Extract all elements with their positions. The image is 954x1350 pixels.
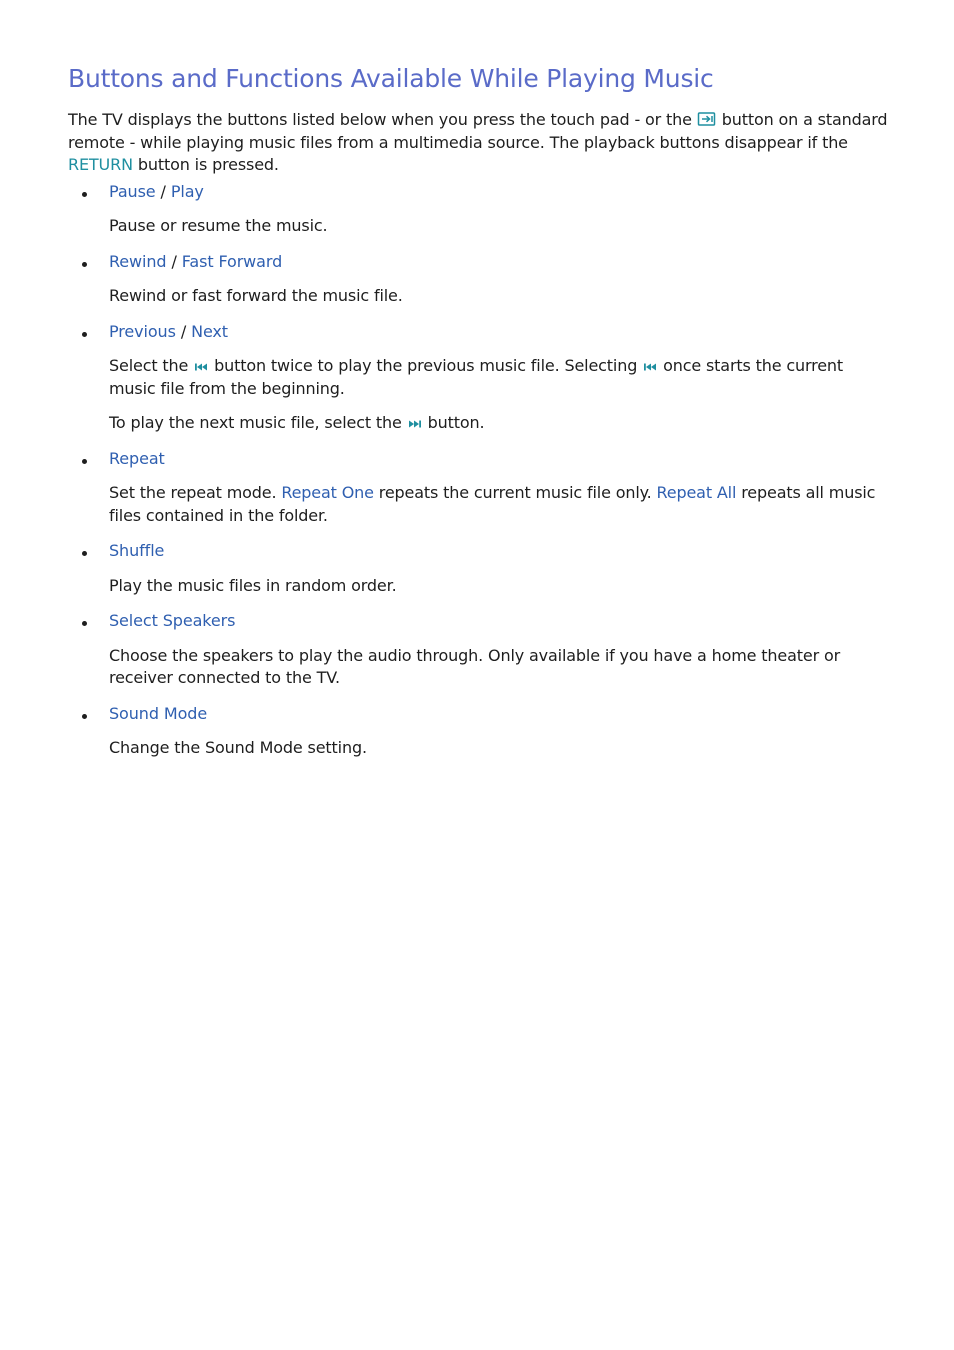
item-description: Pause or resume the music. [109, 216, 328, 235]
return-keyword: RETURN [68, 155, 133, 174]
bullet [82, 551, 87, 556]
item-description: Play the music files in random order. [109, 575, 397, 595]
desc-text: once starts the current music file from the beginning. [109, 356, 844, 398]
item-title [109, 181, 890, 204]
item-description [109, 482, 890, 527]
desc-text: button. [422, 413, 485, 432]
item-title: Repeat [109, 448, 165, 468]
desc-text: To play the next music file, select the [109, 413, 407, 432]
intro-text-1: The TV displays the buttons listed below when you press the touch pad - or the [68, 110, 697, 129]
item-description: Change the Sound Mode setting. [109, 738, 367, 757]
item-title: Sound Mode [109, 703, 208, 723]
item-description: Choose the speakers to play the audio through. Only available if you have a home theater or receiver connected to the TV. [109, 645, 841, 687]
desc-text: repeats all music files contained in the folder. [109, 483, 876, 525]
intro-text-3: button is pressed. [132, 155, 279, 174]
item-title [109, 251, 890, 274]
page-content [68, 62, 890, 773]
previous-label: Previous [109, 321, 176, 341]
rewind-label: Rewind [109, 251, 167, 271]
item-description: Rewind or fast forward the music file. [109, 286, 403, 305]
bullet [82, 714, 87, 719]
title-separator: / [175, 321, 192, 341]
fast-forward-label: Fast Forward [181, 251, 283, 271]
skip-next-icon [407, 418, 423, 430]
list-item-repeat [68, 448, 890, 528]
bullet [82, 262, 87, 267]
skip-previous-icon [642, 361, 658, 373]
list-item-previous-next [68, 321, 890, 435]
list-item-select-speakers [68, 610, 890, 690]
item-description [109, 412, 890, 435]
button-list [68, 181, 890, 760]
intro-paragraph [68, 109, 890, 177]
bullet [82, 332, 87, 337]
pause-label: Pause [109, 181, 156, 201]
bullet [82, 459, 87, 464]
desc-text: Set the repeat mode. [109, 483, 282, 502]
bullet [82, 192, 87, 197]
list-item-pause-play [68, 181, 890, 238]
item-title [109, 321, 890, 344]
desc-text: Select the [109, 356, 194, 375]
skip-previous-icon [193, 361, 209, 373]
title-separator: / [166, 251, 182, 271]
desc-text: button twice to play the previous music file. Selecting [209, 356, 643, 375]
intro-text-2: button on a standard remote - while playing music files from a multimedia source. The playback buttons disappear if the [68, 110, 888, 152]
item-title: Select Speakers [109, 611, 236, 630]
list-item-rewind-ff [68, 251, 890, 308]
item-description [109, 355, 890, 400]
play-label: Play [170, 181, 204, 201]
repeat-one-keyword: Repeat One [281, 483, 374, 502]
bullet [82, 621, 87, 626]
next-label: Next [191, 321, 228, 341]
page-title: Buttons and Functions Available While Playing Music [68, 64, 714, 93]
list-item-shuffle [68, 540, 890, 597]
title-separator: / [155, 181, 171, 201]
repeat-all-keyword: Repeat All [656, 483, 737, 502]
desc-text: repeats the current music file only. [373, 483, 657, 502]
item-title: Shuffle [109, 541, 165, 560]
input-icon [697, 111, 717, 127]
list-item-sound-mode [68, 703, 890, 760]
